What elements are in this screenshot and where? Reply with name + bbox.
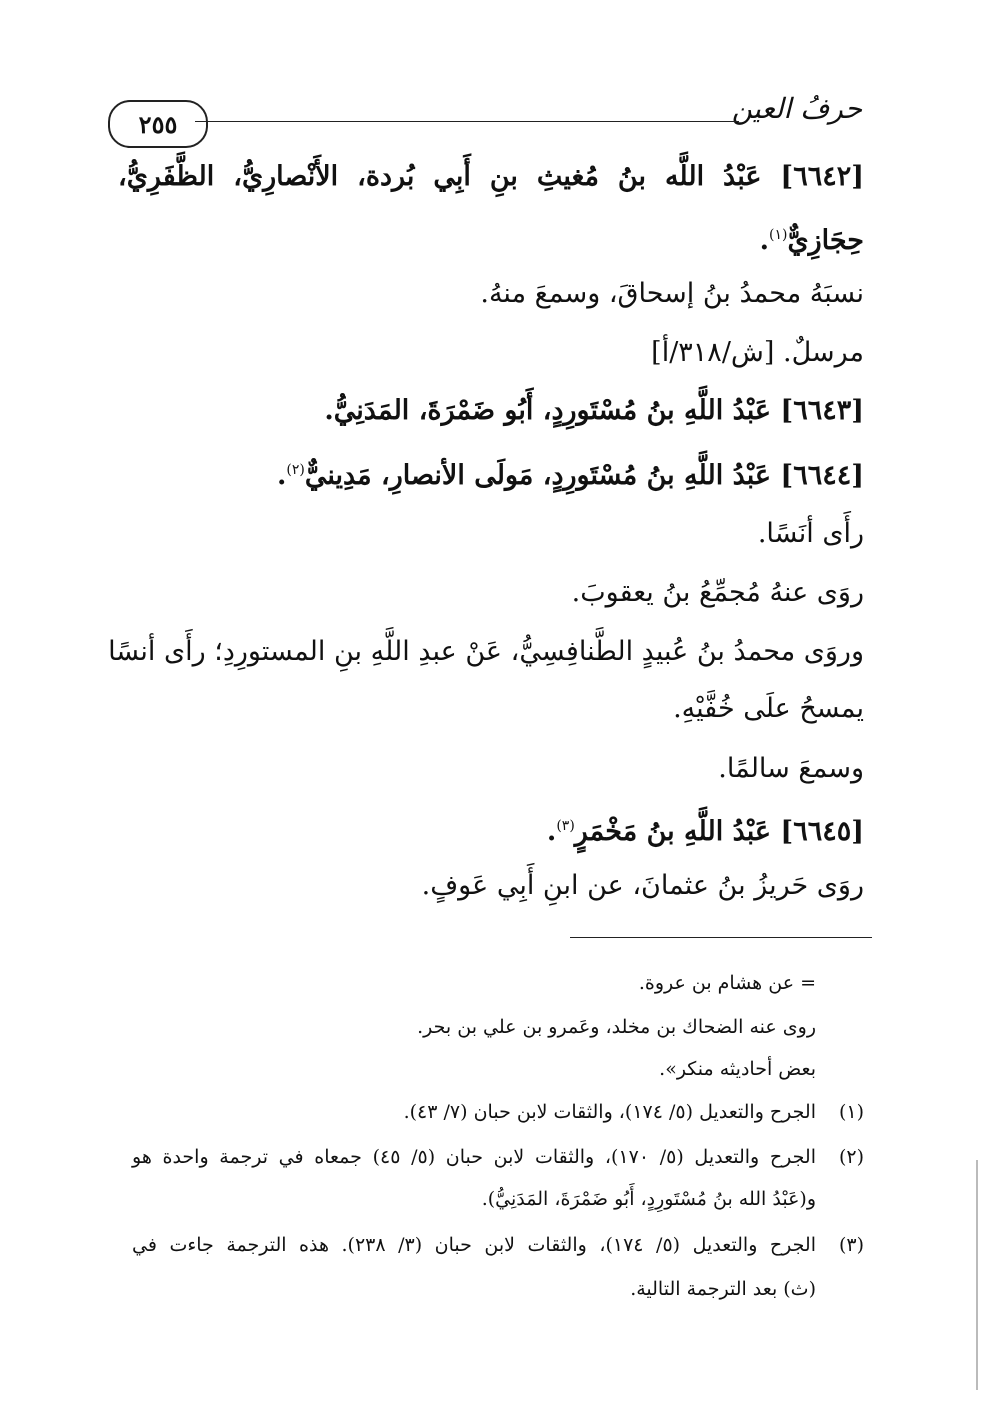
footnote-1-text: الجرح والتعديل (٥/ ١٧٤)، والثقات لابن حبان (٧/ ٤٣). [403,1101,816,1123]
entry-6642-nisba: حِجَازِيٌّ [787,225,864,256]
entry-6645-name: [٦٦٤٥] عَبْدُ اللَّهِ بنُ مَخْمَرٍ [574,816,864,847]
footnote-continuation-3: بعض أحاديثه منكر». [659,1058,816,1080]
entry-6644-end: . [276,460,287,491]
entry-6644-text-2: روَى عنهُ مُجمِّعُ بنُ يعقوبَ. [571,577,864,608]
entry-6642-heading: [٦٦٤٢] عَبْدُ اللَّه بنُ مُغيثِ بنِ أَبِي بُردة، الأَنْصارِيُّ، الظَّفَرِيُّ، [118,161,864,192]
entry-6644-text-4: يمسحُ علَى خُفَّيْهِ. [673,693,864,724]
header-rule [195,121,739,122]
entry-6642-heading-cont [760,215,864,261]
page-number-badge [108,100,208,148]
entry-6644-text-3: وروَى محمدُ بنُ عُبيدٍ الطَّنافِسِيُّ، عَنْ عبدِ اللَّهِ بنِ المستورِدِ؛ رأَى أنسًا [108,636,864,667]
entry-6644-text-1: رأَى أنَسًا. [757,518,864,549]
entry-6645-heading [547,806,864,852]
footnote-ref-2[interactable]: (٢) [286,462,305,478]
scan-edge-mark [976,1160,978,1390]
footnote-2-text-1: الجرح والتعديل (٥/ ١٧٠)، والثقات لابن حبان (٥/ ٤٥) جمعاه في ترجمة واحدة هو [132,1146,816,1168]
entry-6642-text-2: مرسلٌ. [ش/٣١٨/أ] [651,337,864,368]
footnote-3-text-2: (ث) بعد الترجمة التالية. [630,1278,816,1300]
entry-6643-heading: [٦٦٤٣] عَبْدُ اللَّهِ بنُ مُسْتَورِدٍ، أَبُو ضَمْرَةَ، المَدَنِيُّ. [324,395,864,426]
entry-6644-heading [277,450,864,496]
page-number: ٢٥٥ [138,109,178,139]
entry-6645-end: . [546,816,557,847]
footnote-3-text-1: الجرح والتعديل (٥/ ١٧٤)، والثقات لابن حبان (٣/ ٢٣٨). هذه الترجمة جاءت في [132,1234,816,1256]
entry-6644-text-5: وسمعَ سالمًا. [718,753,864,784]
footnote-separator [570,937,872,938]
entry-6642-end: . [759,225,769,256]
footnote-2-number: (٢) [838,1146,864,1168]
footnote-ref-1[interactable]: (١) [769,227,788,243]
footnote-ref-3[interactable]: (٣) [556,818,575,834]
entry-6645-text-1: روَى حَريزُ بنُ عثمانَ، عن ابنِ أَبِي عَوفٍ. [421,870,864,901]
footnote-continuation-2: روى عنه الضحاك بن مخلد، وعَمرو بن علي بن بحر. [417,1016,816,1038]
footnote-2-text-2: و(عَبْدُ الله بنُ مُسْتَورِدٍ، أَبُو ضَمْرَةَ، المَدَنِيُّ). [481,1188,816,1210]
footnote-3-number: (٣) [838,1234,864,1256]
footnote-continuation-1: = عن هشام بن عروة. [638,972,816,994]
entry-6644-name: [٦٦٤٤] عَبْدُ اللَّهِ بنُ مُسْتَورِدٍ، مَولَى الأنصارِ، مَدِينيٌّ [304,460,864,491]
footnote-1-number: (١) [838,1101,864,1123]
running-header-title: حرفُ العين [731,92,862,125]
entry-6642-text-1: نسبَهُ محمدُ بنُ إسحاقَ، وسمعَ منهُ. [480,278,864,309]
